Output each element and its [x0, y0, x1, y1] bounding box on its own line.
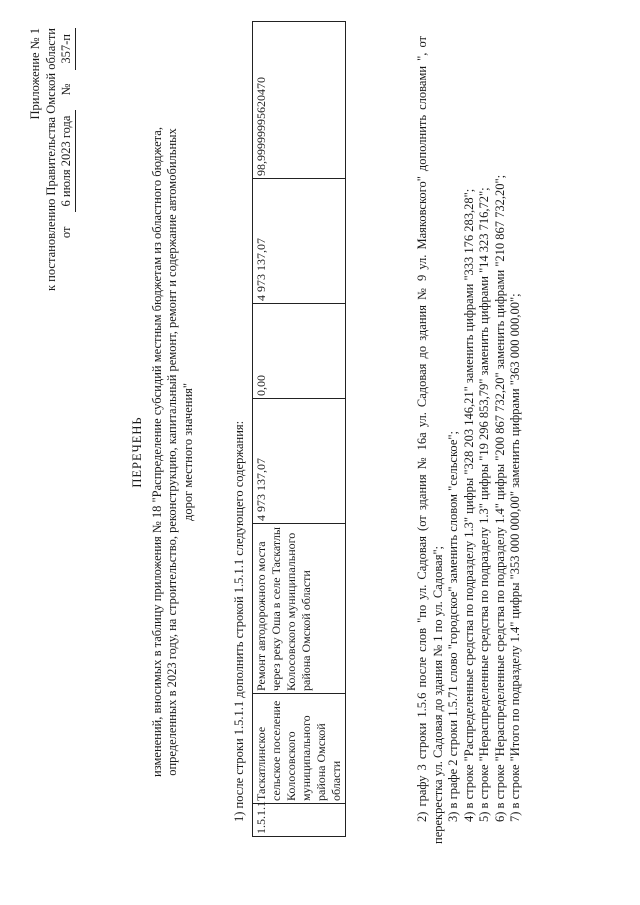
paragraph-1: 1) после строки 1.5.1.1 дополнить строкой 1.5.1.1 следующего содержания: — [232, 420, 246, 822]
cell-col7: 98,99999995620470 — [253, 22, 346, 179]
number-prefix: № — [59, 83, 73, 96]
date-prefix: от — [59, 226, 73, 239]
cell-col5: 0,00 — [253, 304, 346, 399]
cell-object: Ремонт автодорожного моста через реку Оша в селе Таскатлы Колосовского муниципального района Омской области — [253, 524, 346, 694]
cell-recipient: Таскатлинское сельское поселение Колосовского муниципального района Омской области — [253, 694, 346, 804]
appendix-reference: к постановлению Правительства Омской области — [43, 28, 58, 292]
appendix-date: 6 июля 2023 года — [59, 110, 76, 213]
table-row — [253, 22, 346, 837]
cell-code: 1.5.1.1 — [253, 804, 346, 837]
list-item: 5) в строке "Нераспределенные средства по подразделу 1.3" цифры "19 296 853,79" заменить цифрами "14 323 716,72"; — [477, 187, 491, 822]
document-title — [130, 72, 196, 832]
list-item: 3) в графе 2 строки 1.5.71 слово "городское" заменить словом "сельское"; — [446, 431, 460, 822]
cell-col6: 4 973 137,07 — [253, 179, 346, 304]
rotated-sheet — [10, 12, 610, 892]
appendix-dateline — [59, 28, 76, 448]
title-subtitle: изменений, вносимых в таблицу приложения № 18 "Распределение субсидий местным бюджетам из областного бюджета, определенных в 2023 году, на строительство, реконструкцию, капитальный ремонт, ремонт и содержание автомобильных дорог местного значения" — [149, 127, 195, 777]
appendix-number: 357-п — [59, 28, 76, 70]
list-item: 4) в строке "Распределенные средства по подразделу 1.3" цифры "328 203 146,21" заменить цифрами "333 176 283,28"; — [461, 188, 476, 822]
inserted-row-table — [252, 21, 346, 837]
list-item: 2) графу 3 строки 1.5.6 после слов "по ул. Садовая (от здания № 16а ул. Садовая до здания № 9 ул. Маяковского" дополнить словами ", от перекрестка ул. Садовая до здания № 1 по ул. Садовая"; — [415, 36, 445, 844]
appendix-header — [28, 28, 76, 448]
cell-total: 4 973 137,07 — [253, 399, 346, 524]
title-heading: ПЕРЕЧЕНЬ — [130, 416, 144, 488]
list-item: 7) в строке "Итого по подразделу 1.4" цифры "353 000 000,00" заменить цифрами "363 000 000,00"; — [508, 293, 522, 822]
amendment-items — [415, 36, 524, 844]
appendix-title: Приложение № 1 — [28, 28, 42, 120]
list-item: 6) в строке "Нераспределенные средства по подразделу 1.4" цифры "200 867 732,20" заменить цифрами "210 867 732,20"; — [492, 174, 507, 822]
